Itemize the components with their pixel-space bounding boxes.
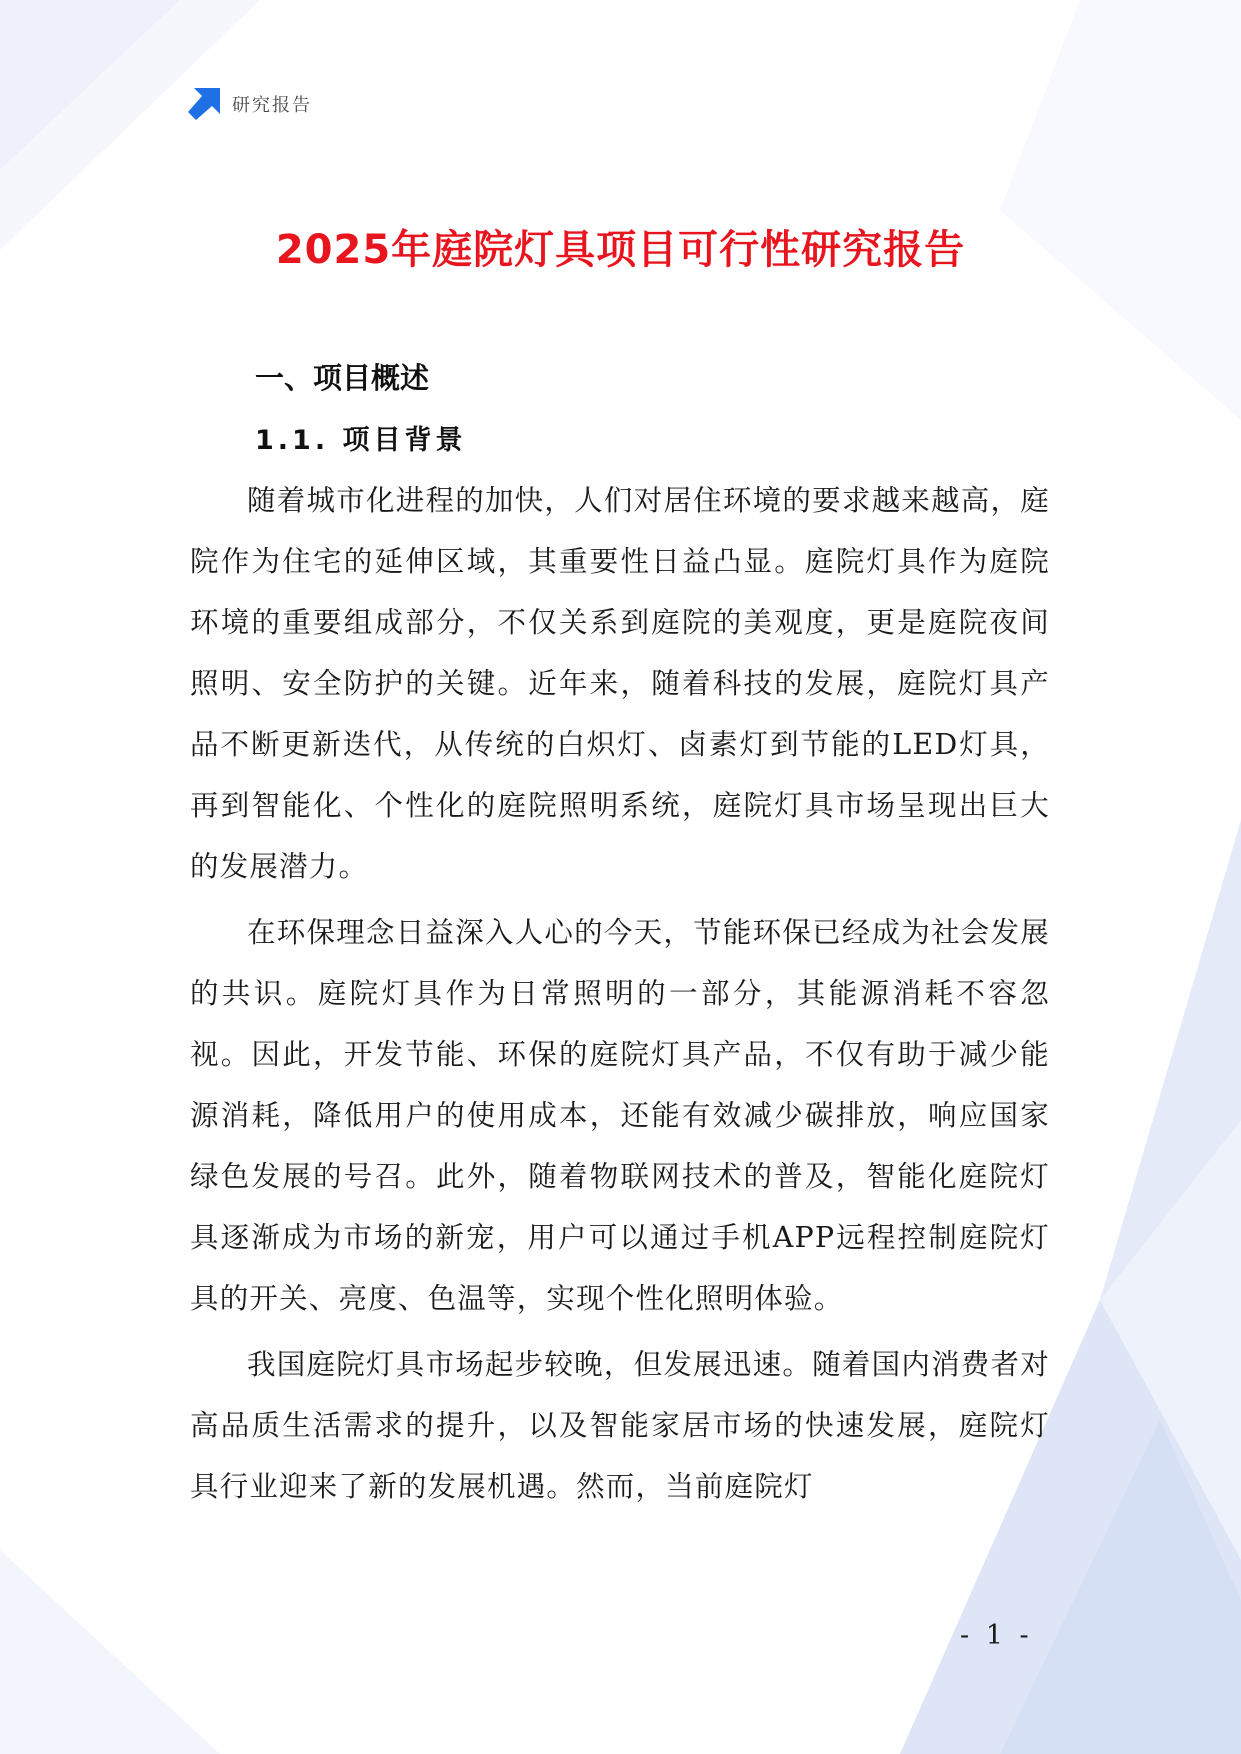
arrow-up-right-icon	[188, 88, 220, 120]
body-text	[190, 470, 1050, 1522]
section-heading: 一、项目概述	[255, 361, 430, 395]
paragraph: 在环保理念日益深入人心的今天，节能环保已经成为社会发展的共识。庭院灯具作为日常照明的一部分，其能源消耗不容忽视。因此，开发节能、环保的庭院灯具产品，不仅有助于减少能源消耗，降低用户的使用成本，还能有效减少碳排放，响应国家绿色发展的号召。此外，随着物联网技术的普及，智能化庭院灯具逐渐成为市场的新宠，用户可以通过手机APP远程控制庭院灯具的开关、亮度、色温等，实现个性化照明体验。	[190, 916, 1050, 1315]
page-number: - 1 -	[960, 1620, 1033, 1651]
subsection-heading: 1.1. 项目背景	[255, 425, 467, 456]
paragraph: 我国庭院灯具市场起步较晚，但发展迅速。随着国内消费者对高品质生活需求的提升，以及智能家居市场的快速发展，庭院灯具行业迎来了新的发展机遇。然而，当前庭院灯	[190, 1348, 1050, 1503]
paragraph: 随着城市化进程的加快，人们对居住环境的要求越来越高，庭院作为住宅的延伸区域，其重要性日益凸显。庭院灯具作为庭院环境的重要组成部分，不仅关系到庭院的美观度，更是庭院夜间照明、安全防护的关键。近年来，随着科技的发展，庭院灯具产品不断更新迭代，从传统的白炽灯、卤素灯到节能的LED灯具，再到智能化、个性化的庭院照明系统，庭院灯具市场呈现出巨大的发展潜力。	[190, 484, 1050, 883]
report-header	[188, 88, 312, 120]
header-label: 研究报告	[232, 95, 312, 116]
document-title: 2025年庭院灯具项目可行性研究报告	[275, 227, 966, 273]
